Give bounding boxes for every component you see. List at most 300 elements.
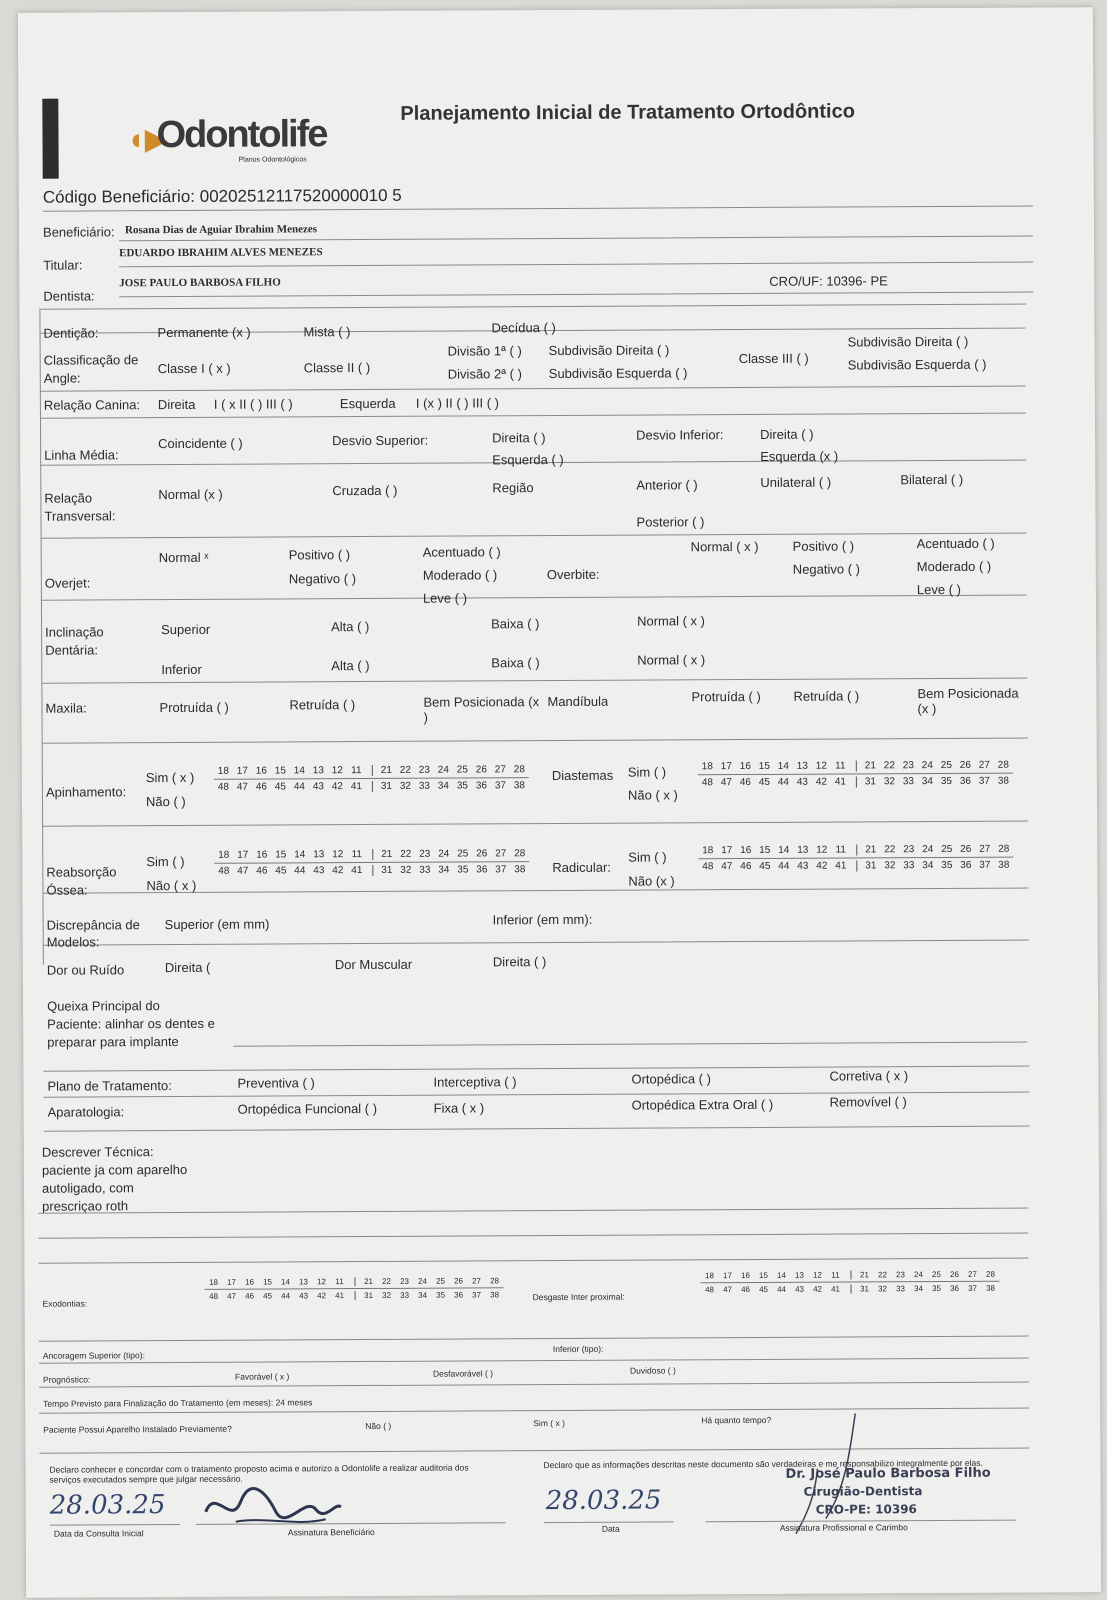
tooth-number: 15 <box>275 849 287 861</box>
inclinacao-inf-normal: Normal ( x ) <box>637 652 706 668</box>
tooth-number: 21 <box>860 1270 869 1280</box>
tooth-number: 31 <box>364 1290 374 1301</box>
tooth-number: 15 <box>274 765 286 777</box>
plano-ortopedica: Ortopédica ( ) <box>631 1071 711 1087</box>
tooth-number: 11 <box>831 1270 840 1280</box>
tooth-number: 33 <box>419 864 431 876</box>
tooth-number: 34 <box>418 1290 428 1300</box>
declaracao-profissional: Declaro que as informações descritas neste documento são verdadeiras e me responsabilizo integralmente por elas. <box>543 1457 983 1471</box>
tooth-number: 37 <box>978 775 990 787</box>
prognostico-desfavoravel: Desfavorável ( ) <box>432 1368 494 1379</box>
tooth-number: 35 <box>436 1290 446 1300</box>
angle-label-1: Classificação de <box>43 352 139 368</box>
beneficiario-label: Beneficiário: <box>42 224 115 240</box>
carimbo-cargo: Cirugião-Dentista <box>803 1484 923 1499</box>
overbite-acentuado: Acentuado ( ) <box>916 535 995 552</box>
discrepancia-inferior: Inferior (em mm): <box>492 911 593 928</box>
tooth-number: 36 <box>960 859 972 871</box>
tooth-number: 18 <box>217 765 229 777</box>
tooth-number: 27 <box>495 848 507 860</box>
tooth-number: 43 <box>796 776 808 788</box>
tooth-number: 26 <box>475 764 487 776</box>
tooth-number: 11 <box>835 760 846 772</box>
tooth-number: 27 <box>472 1276 481 1286</box>
logo-subtitle: Planos Odontológicos <box>238 156 307 164</box>
tooth-number: 42 <box>331 781 344 793</box>
tooth-number: 24 <box>914 1270 923 1280</box>
angle-subdiv-esq-1: Subdivisão Esquerda ( ) <box>548 365 688 382</box>
tooth-number: 42 <box>317 1291 327 1301</box>
tooth-number: 18 <box>701 761 713 773</box>
dentista-value: JOSE PAULO BARBOSA FILHO <box>119 276 281 290</box>
plano-interceptiva: Interceptiva ( ) <box>433 1074 517 1090</box>
tooth-number: 11 <box>335 1277 344 1287</box>
tooth-number: 13 <box>313 849 325 861</box>
titular-value: EDUARDO IBRAHIM ALVES MENEZES <box>119 246 323 260</box>
tooth-number: 13 <box>796 760 808 772</box>
reabsorcao-label-2: Óssea: <box>46 882 88 898</box>
transversal-regiao: Região <box>492 480 534 496</box>
tooth-number: 34 <box>922 860 934 872</box>
tooth-number: 18 <box>705 1271 714 1281</box>
radicular-sim: Sim ( ) <box>628 849 667 865</box>
canina-label: Relação Canina: <box>43 397 141 413</box>
overjet-negativo: Negativo ( ) <box>288 571 357 587</box>
tooth-number: 12 <box>816 844 828 856</box>
tooth-number: 27 <box>494 764 506 776</box>
tooth-number: 22 <box>884 844 896 856</box>
tooth-number: 38 <box>998 859 1010 871</box>
tooth-number: 35 <box>932 1284 942 1294</box>
tooth-number: 36 <box>950 1283 960 1293</box>
tooth-number: 17 <box>236 765 248 777</box>
tooth-number: 21 <box>380 764 392 776</box>
tooth-number: 43 <box>299 1291 309 1301</box>
apinhamento-nao: Não ( ) <box>145 793 186 810</box>
overjet-moderado: Moderado ( ) <box>422 567 498 583</box>
inclinacao-superior: Superior <box>161 621 211 638</box>
tecnica-label: Descrever Técnica: <box>41 1144 154 1160</box>
queixa-label-2: Paciente: alinhar os dentes e <box>47 1015 215 1032</box>
tooth-number: 36 <box>454 1290 464 1300</box>
transversal-cruzada: Cruzada ( ) <box>332 482 398 499</box>
label-assinatura-beneficiario: Assinatura Beneficiário <box>287 1526 375 1538</box>
discrepancia-label-2: Modelos: <box>46 934 100 950</box>
tooth-number: 28 <box>997 759 1009 771</box>
tooth-number: 47 <box>227 1291 237 1301</box>
transversal-label-1: Relação <box>44 490 93 506</box>
tooth-number: 43 <box>795 1284 805 1294</box>
desvio-superior-label: Desvio Superior: <box>332 432 429 449</box>
tooth-number: 23 <box>902 760 914 772</box>
data-consulta-manuscrita: 28.03.25 <box>49 1490 166 1521</box>
tooth-number: 14 <box>777 760 789 772</box>
tempo-previsto: Tempo Previsto para Finalização do Tratamento (em meses): 24 meses <box>43 1397 313 1409</box>
tooth-number: 22 <box>400 848 412 860</box>
denticao-mista: Mista ( ) <box>303 324 351 340</box>
inclinacao-sup-alta: Alta ( ) <box>331 618 370 635</box>
tooth-number: 24 <box>438 848 450 860</box>
tooth-number: 41 <box>351 865 363 877</box>
aparelho-previo-sim: Sim ( x ) <box>533 1417 565 1429</box>
desvio-inferior-esquerda: Esquerda (x ) <box>760 448 839 464</box>
tooth-number: 37 <box>494 780 507 792</box>
tooth-number: 45 <box>759 1284 769 1294</box>
apinhamento-label: Apinhamento: <box>45 784 127 800</box>
transversal-posterior: Posterior ( ) <box>636 514 705 530</box>
tooth-number: 16 <box>255 765 267 777</box>
tooth-number: 27 <box>967 1269 977 1279</box>
tooth-number: 46 <box>741 1285 751 1295</box>
prognostico-label: Prognóstico: <box>42 1374 91 1385</box>
ha-quanto-tempo: Há quanto tempo? <box>701 1414 772 1426</box>
declaracao-beneficiario: Declaro conhecer e concordar com o tratamento proposto acima e autorizo a Odontolife a realizar auditoria dos serviços executados sempre que julgar necessário. <box>49 1462 469 1485</box>
tooth-number: 41 <box>835 860 847 872</box>
maxila-bem-posicionada: Bem Posicionada (x ) <box>423 694 540 725</box>
cro-uf: CRO/UF: 10396- PE <box>769 273 888 289</box>
dor-ruido-direita: Direita ( <box>164 959 211 976</box>
overjet-positivo: Positivo ( ) <box>288 547 351 563</box>
maxila-label: Maxila: <box>45 700 87 716</box>
angle-subdiv-dir-1: Subdivisão Direita ( ) <box>548 342 670 359</box>
tooth-number: 31 <box>860 1284 870 1294</box>
inclinacao-label-1: Inclinação <box>45 624 104 640</box>
tooth-number: 11 <box>835 844 846 856</box>
tooth-number: 44 <box>777 776 789 788</box>
inclinacao-label-2: Dentária: <box>45 642 98 658</box>
tecnica-line-2: autoligado, com <box>41 1180 134 1196</box>
tooth-number: 24 <box>921 760 933 772</box>
tooth-number: 15 <box>758 760 770 772</box>
tooth-number: 28 <box>513 764 525 776</box>
tooth-number: 27 <box>978 759 990 771</box>
tooth-number: 44 <box>281 1291 291 1301</box>
apinhamento-sim: Sim ( x ) <box>145 769 195 786</box>
tooth-number: 22 <box>382 1276 391 1286</box>
tooth-number: 27 <box>979 843 991 855</box>
overjet-normal: Normal ˣ <box>158 549 209 566</box>
ancoragem-inferior-label: Inferior (tipo): <box>552 1343 604 1355</box>
tooth-number: 37 <box>968 1283 978 1293</box>
tooth-number: 46 <box>256 865 268 877</box>
side-barcode-strip <box>42 99 58 179</box>
label-data-consulta: Data da Consulta Inicial <box>53 1528 144 1539</box>
form-sheet <box>18 7 1101 1598</box>
tooth-number: 44 <box>778 860 790 872</box>
tooth-number: 18 <box>702 845 714 857</box>
tooth-number: 16 <box>741 1271 750 1281</box>
reabsorcao-sim: Sim ( ) <box>146 853 185 870</box>
dor-muscular-label: Dor Muscular <box>334 956 413 973</box>
tooth-number: 45 <box>274 781 287 793</box>
exodontias-label: Exodontias: <box>42 1298 88 1309</box>
tooth-number: 46 <box>255 781 268 793</box>
aparatologia-funcional: Ortopédica Funcional ( ) <box>237 1100 378 1117</box>
tooth-number: 26 <box>476 848 488 860</box>
tooth-number: 33 <box>896 1284 906 1294</box>
tooth-number: 15 <box>263 1277 272 1287</box>
linha-media-label: Linha Média: <box>44 447 119 463</box>
aparatologia-label: Aparatologia: <box>47 1104 125 1120</box>
angle-classe-2: Classe II ( ) <box>303 359 371 376</box>
overjet-label: Overjet: <box>44 575 91 591</box>
transversal-normal: Normal (x ) <box>158 486 223 503</box>
tooth-number: 32 <box>878 1284 888 1294</box>
tooth-number: 48 <box>218 865 230 877</box>
tooth-number: 24 <box>437 764 449 776</box>
tooth-number: 35 <box>457 864 469 876</box>
tooth-number: 23 <box>419 848 431 860</box>
tooth-number: 15 <box>759 844 771 856</box>
tooth-number: 17 <box>720 761 732 773</box>
angle-divisao-2: Divisão 2ª ( ) <box>447 366 522 382</box>
prognostico-duvidoso: Duvidoso ( ) <box>629 1365 676 1376</box>
denticao-decidua: Decídua ( ) <box>491 320 556 336</box>
tooth-number: 35 <box>941 859 953 872</box>
tooth-number: 12 <box>815 760 827 772</box>
tooth-number: 21 <box>364 1276 373 1287</box>
tooth-number: 13 <box>797 844 809 856</box>
tooth-number: 31 <box>865 860 877 872</box>
tooth-number: 31 <box>381 864 393 876</box>
transversal-anterior: Anterior ( ) <box>636 477 698 493</box>
tooth-number: 21 <box>864 760 876 772</box>
tooth-number: 28 <box>514 848 526 860</box>
tooth-number: 47 <box>236 781 249 793</box>
mandibula-label: Mandíbula <box>547 693 609 710</box>
tooth-number: 14 <box>778 844 790 856</box>
codigo-value: 00202512117520000010 5 <box>199 185 402 206</box>
tooth-number: 32 <box>884 860 896 872</box>
tooth-number: 32 <box>399 780 412 792</box>
discrepancia-superior: Superior (em mm) <box>164 916 270 933</box>
overbite-normal: Normal ( x ) <box>690 538 759 555</box>
overjet-leve: Leve ( ) <box>422 590 468 606</box>
desvio-inferior-direita: Direita ( ) <box>760 426 814 442</box>
reabsorcao-nao: Não ( x ) <box>146 877 197 894</box>
mandibula-bem-posicionada: Bem Posicionada (x ) <box>917 685 1019 717</box>
tooth-number: 34 <box>438 864 450 876</box>
tooth-number: 37 <box>495 864 507 876</box>
titular-label: Titular: <box>43 257 83 273</box>
diastemas-sim: Sim ( ) <box>627 764 667 780</box>
tooth-number: 38 <box>986 1283 996 1293</box>
tooth-number: 38 <box>997 775 1009 787</box>
tooth-number: 14 <box>294 849 306 861</box>
tooth-number: 25 <box>456 764 468 776</box>
tooth-number: 13 <box>299 1277 308 1287</box>
tooth-number: 24 <box>922 844 934 856</box>
desvio-superior-esquerda: Esquerda ( ) <box>492 451 564 468</box>
discrepancia-label-1: Discrepância de <box>46 917 140 933</box>
tooth-number: 33 <box>400 1290 410 1300</box>
tooth-number: 14 <box>293 765 305 777</box>
tooth-number: 17 <box>227 1277 236 1287</box>
linha-media-coincidente: Coincidente ( ) <box>158 435 243 452</box>
inclinacao-sup-baixa: Baixa ( ) <box>491 616 540 632</box>
angle-classe-1: Classe I ( x ) <box>157 360 231 377</box>
tooth-number: 47 <box>723 1285 733 1295</box>
tecnica-line-3: prescriçao roth <box>42 1198 129 1214</box>
mandibula-protruida: Protruída ( ) <box>691 688 761 705</box>
tooth-number: 47 <box>237 865 249 877</box>
plano-label: Plano de Tratamento: <box>47 1078 172 1094</box>
prognostico-favoravel: Favorável ( x ) <box>234 1371 290 1382</box>
tooth-number: 46 <box>740 860 752 873</box>
maxila-retruida: Retruída ( ) <box>289 697 356 713</box>
overbite-negativo: Negativo ( ) <box>792 561 861 577</box>
data-manuscrita: 28.03.25 <box>545 1485 662 1517</box>
tooth-number: 44 <box>294 865 306 877</box>
tooth-number: 33 <box>903 860 915 872</box>
angle-label-2: Angle: <box>43 370 81 386</box>
tooth-number: 25 <box>457 848 469 860</box>
tooth-number: 16 <box>739 760 751 773</box>
tooth-number: 43 <box>797 860 809 872</box>
tooth-number: 48 <box>209 1291 219 1301</box>
tooth-number: 12 <box>332 849 344 861</box>
tooth-number: 47 <box>720 777 732 789</box>
inclinacao-inferior: Inferior <box>161 661 202 678</box>
apinhamento-teeth-chart <box>214 762 529 795</box>
reabsorcao-label-1: Reabsorção <box>46 864 117 880</box>
tooth-number: 38 <box>490 1290 500 1300</box>
tooth-number: 43 <box>312 781 325 793</box>
transversal-bilateral: Bilateral ( ) <box>900 471 964 488</box>
tooth-number: 46 <box>245 1291 255 1301</box>
tooth-number: 18 <box>209 1277 218 1287</box>
tooth-number: 48 <box>217 781 230 793</box>
plano-preventiva: Preventiva ( ) <box>237 1075 315 1091</box>
tooth-number: 22 <box>878 1270 887 1280</box>
codigo-label: Código Beneficiário: 00202512117520000010 5 <box>42 185 402 207</box>
desgaste-teeth-chart <box>700 1268 999 1297</box>
tooth-number: 33 <box>418 780 431 792</box>
tooth-number: 17 <box>721 845 733 857</box>
tooth-number: 13 <box>795 1270 804 1280</box>
tooth-number: 14 <box>281 1277 290 1287</box>
tooth-number: 13 <box>312 765 324 777</box>
reabsorcao-teeth-chart <box>214 846 529 879</box>
tooth-number: 45 <box>263 1291 273 1301</box>
tooth-number: 33 <box>902 776 914 788</box>
diastemas-label: Diastemas <box>551 767 614 784</box>
tooth-number: 12 <box>317 1277 326 1287</box>
tooth-number: 25 <box>932 1270 941 1280</box>
canina-esquerda-opts: I (x ) II ( ) III ( ) <box>415 395 499 411</box>
tooth-number: 21 <box>381 848 393 860</box>
tooth-number: 36 <box>959 775 971 787</box>
tooth-number: 41 <box>834 776 846 788</box>
tooth-number: 34 <box>437 780 450 792</box>
tooth-number: 22 <box>399 764 411 776</box>
transversal-unilateral: Unilateral ( ) <box>760 474 832 490</box>
aparatologia-removivel: Removível ( ) <box>829 1094 907 1110</box>
tooth-number: 45 <box>759 860 771 872</box>
odontolife-logo-icon: ◖▶ <box>126 123 168 157</box>
tooth-number: 16 <box>245 1277 254 1287</box>
tooth-number: 16 <box>740 844 752 857</box>
transversal-label-2: Transversal: <box>44 508 116 524</box>
tooth-number: 47 <box>721 861 733 873</box>
overbite-label: Overbite: <box>546 566 600 583</box>
tooth-number: 36 <box>475 780 488 792</box>
tooth-number: 12 <box>813 1270 822 1280</box>
tooth-number: 42 <box>816 860 828 872</box>
angle-subdiv-dir-2: Subdivisão Direita ( ) <box>847 333 969 350</box>
tooth-number: 35 <box>456 780 469 792</box>
label-data: Data <box>601 1523 620 1534</box>
desvio-superior-direita: Direita ( ) <box>492 430 546 446</box>
tooth-number: 31 <box>380 780 393 792</box>
tooth-number: 42 <box>332 865 344 877</box>
plano-corretiva: Corretiva ( x ) <box>829 1068 909 1084</box>
logo-text: Odontolife <box>156 113 327 157</box>
tooth-number: 16 <box>256 849 268 861</box>
denticao-permanente: Permanente (x ) <box>157 324 251 341</box>
tooth-number: 25 <box>940 759 952 772</box>
tooth-number: 26 <box>960 843 972 855</box>
aparatologia-fixa: Fixa ( x ) <box>433 1100 485 1116</box>
tooth-number: 17 <box>237 849 249 861</box>
label-assinatura-profissional: Assinatura Profissional e Carimbo <box>779 1522 908 1533</box>
radicular-teeth-chart <box>698 842 1013 875</box>
tooth-number: 26 <box>949 1269 959 1279</box>
page-title: Planejamento Inicial de Tratamento Ortodôntico <box>400 100 855 125</box>
tooth-number: 45 <box>275 865 287 877</box>
aparelho-previo-label: Paciente Possui Aparelho Instalado Previamente? <box>43 1423 232 1435</box>
tooth-number: 25 <box>436 1276 445 1286</box>
carimbo-cro: CRO-PE: 10396 <box>815 1502 917 1517</box>
tooth-number: 28 <box>998 843 1010 855</box>
desvio-inferior-label: Desvio Inferior: <box>636 427 724 443</box>
tooth-number: 14 <box>777 1270 786 1280</box>
overbite-moderado: Moderado ( ) <box>916 558 992 575</box>
aparelho-previo-nao: Não ( ) <box>365 1420 392 1432</box>
overbite-positivo: Positivo ( ) <box>792 538 855 554</box>
dentista-label: Dentista: <box>43 288 95 304</box>
tooth-number: 32 <box>382 1290 392 1300</box>
tooth-number: 26 <box>454 1276 463 1286</box>
dor-ruido-label: Dor ou Ruído <box>46 962 125 978</box>
tooth-number: 35 <box>940 775 952 788</box>
inclinacao-inf-alta: Alta ( ) <box>331 657 370 674</box>
tooth-number: 43 <box>313 865 325 877</box>
exodontias-teeth-chart <box>204 1274 503 1303</box>
tooth-number: 37 <box>472 1290 482 1300</box>
maxila-protruida: Protruída ( ) <box>159 699 229 716</box>
tooth-number: 34 <box>914 1284 924 1294</box>
ancoragem-superior-label: Ancoragem Superior (tipo): <box>42 1350 145 1361</box>
tooth-number: 23 <box>400 1276 409 1286</box>
tooth-number: 34 <box>921 776 933 788</box>
tooth-number: 46 <box>739 776 751 789</box>
overjet-acentuado: Acentuado ( ) <box>422 544 501 560</box>
tooth-number: 48 <box>701 777 713 789</box>
diastemas-nao: Não ( x ) <box>627 787 678 803</box>
tooth-number: 15 <box>759 1270 768 1280</box>
tooth-number: 31 <box>864 776 876 788</box>
desgaste-label: Desgaste Inter proximal: <box>532 1291 625 1303</box>
inclinacao-inf-baixa: Baixa ( ) <box>491 655 540 671</box>
canina-direita: Direita <box>157 396 196 413</box>
tooth-number: 11 <box>351 849 362 861</box>
tooth-number: 23 <box>903 844 915 856</box>
angle-divisao-1: Divisão 1ª ( ) <box>447 343 522 359</box>
tooth-number: 42 <box>813 1284 823 1294</box>
canina-direita-opts: I ( x II ( ) III ( ) <box>213 396 293 412</box>
queixa-label-3: preparar para implante <box>47 1033 179 1050</box>
